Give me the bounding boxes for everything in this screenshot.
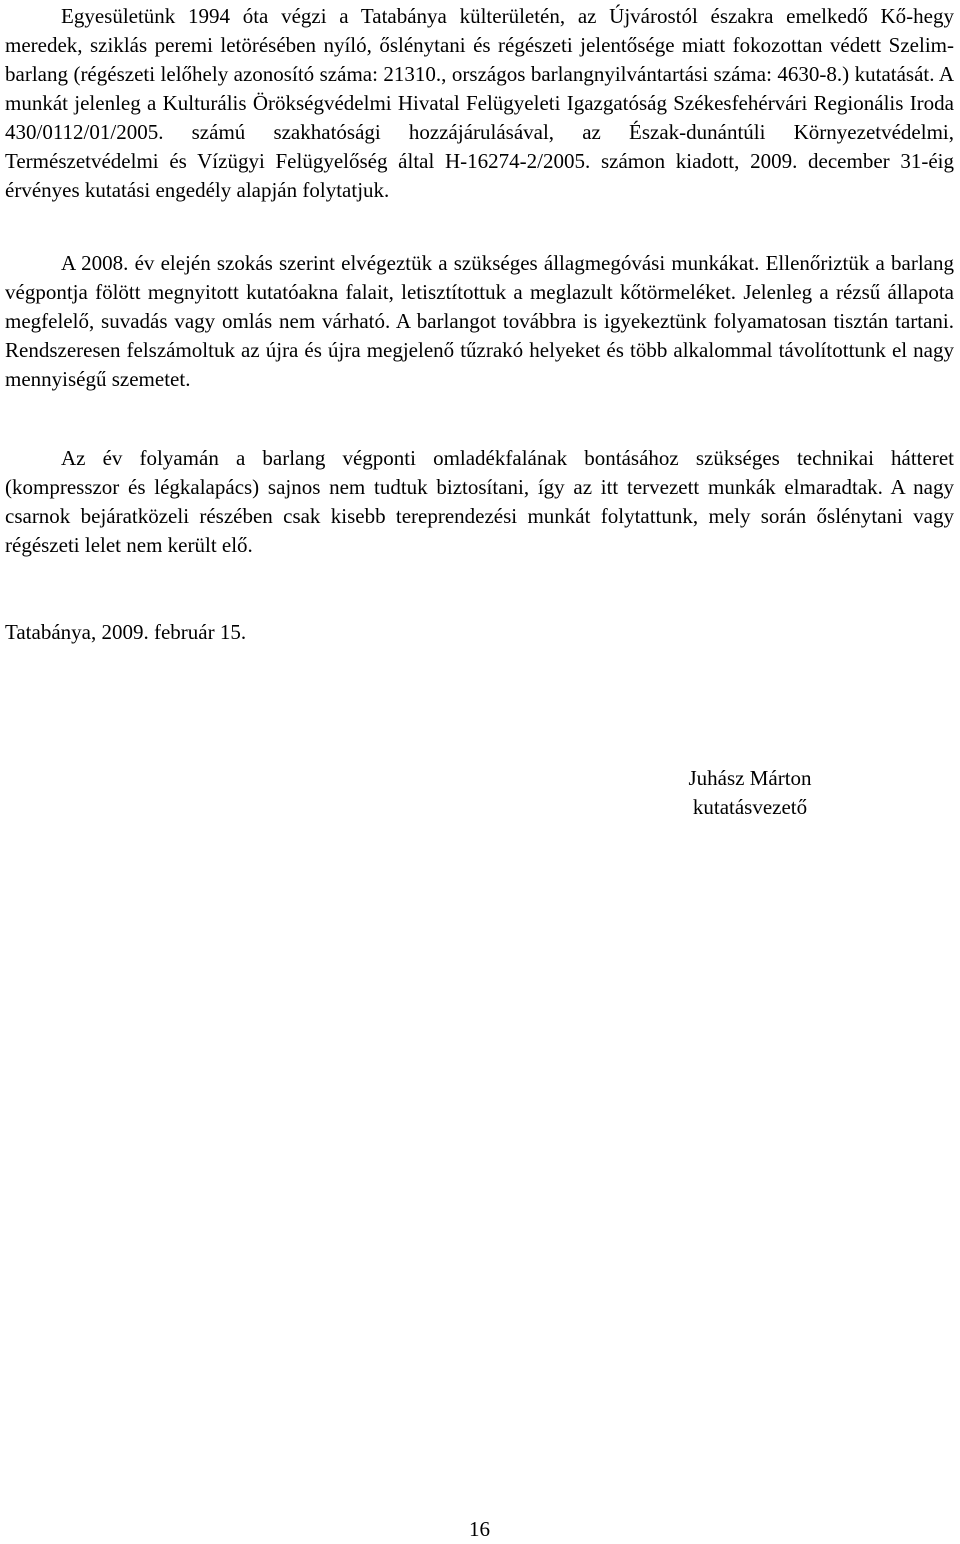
signature-block [650, 764, 850, 822]
page-number: 16 [469, 1517, 490, 1541]
signatory-title: kutatásvezető [692, 795, 808, 819]
signatory-name: Juhász Márton [688, 766, 812, 790]
place-and-date: Tatabánya, 2009. február 15. [5, 620, 247, 644]
paragraph-maintenance-work: A 2008. év elején szokás szerint elvégeztük a szükséges állagmegóvási munkákat. Ellenőriztük a barlang végpontja fölött megnyitott kutatóakna falait, letisztítottuk a meglazult kőtörmeléket. Jelenleg a rézsű állapota megfelelő, suvadás vagy omlás nem várható. A barlangot továbbra is igyekeztünk folyamatosan tisztán tartani. Rendszeresen felszámoltuk az újra és újra megjelenő tűzrakó helyeket és több alkalommal távolítottunk el nagy mennyiségű szemetet. [5, 251, 954, 391]
paragraph-planned-work: Az év folyamán a barlang végponti omladékfalának bontásához szükséges technikai hátteret (kompresszor és légkalapács) sajnos nem tudtuk biztosítani, így az itt tervezett munkák elmaradtak. A nagy csarnok bejáratközeli részében csak kisebb tereprendezési munkát folytattunk, mely során őslénytani vagy régészeti lelet nem került elő. [5, 446, 954, 557]
document-page [5, 0, 954, 1541]
paragraph-research-permit: Egyesületünk 1994 óta végzi a Tatabánya külterületén, az Újvárostól északra emelkedő Kő-hegy meredek, sziklás peremi letörésében nyíló, őslénytani és régészeti jelentősége miatt fokozottan védett Szelim-barlang (régészeti lelőhely azonosító száma: 21310., országos barlangnyilvántartási száma: 4630-8.) kutatását. A munkát jelenleg a Kulturális Örökségvédelmi Hivatal Felügyeleti Igazgatóság Székesfehérvári Regionális Iroda 430/0112/01/2005. számú szakhatósági hozzájárulásával, az Észak-dunántúli Környezetvédelmi, Természetvédelmi és Vízügyi Felügyelőség által H-16274-2/2005. számon kiadott, 2009. december 31-éig érvényes kutatási engedély alapján folytatjuk. [5, 4, 954, 202]
